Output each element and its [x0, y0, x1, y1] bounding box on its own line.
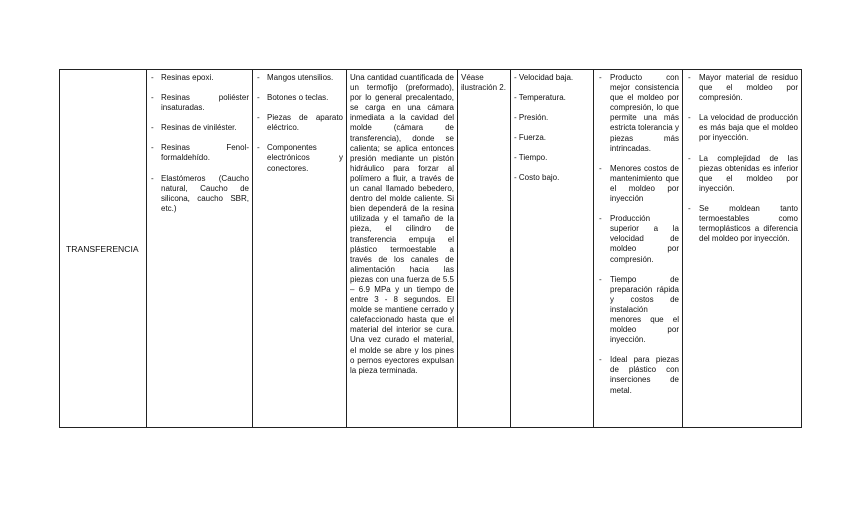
disadvantages-list [686, 73, 798, 244]
disadvantages-cell [683, 70, 802, 428]
illustration-reference: Véase ilustración 2. [461, 73, 506, 93]
list-item: - Tiempo de preparación rápida y costos de instalación menores que el moldeo por inyección. [597, 275, 679, 346]
list-item: - Resinas epoxi. [150, 73, 249, 83]
process-name: TRANSFERENCIA [66, 243, 139, 254]
list-item: - La complejidad de las piezas obtenidas es inferior que el moldeo por inyección. [686, 154, 798, 194]
parameters-list [514, 73, 590, 184]
list-item: - Mayor material de residuo que el moldeo por compresión. [686, 73, 798, 103]
list-item: - Temperatura. [514, 93, 566, 103]
list-item: - Costo bajo. [514, 173, 560, 183]
list-item: - Fuerza. [514, 133, 547, 143]
process-name-cell [60, 70, 147, 428]
list-item: - Producción superior a la velocidad de moldeo por compresión. [597, 214, 679, 264]
description-cell [347, 70, 458, 428]
list-item: - Ideal para piezas de plástico con inserciones de metal. [597, 355, 679, 395]
list-item: - La velocidad de producción es más baja que el moldeo por inyección. [686, 113, 798, 143]
list-item: - Velocidad baja. [514, 73, 574, 82]
list-item: - Mangos utensilios. [256, 73, 343, 83]
list-item: - Resinas poliéster insaturadas. [150, 93, 249, 113]
list-item: - Resinas Fenol-formaldehído. [150, 143, 249, 163]
list-item: - Tiempo. [514, 153, 548, 163]
list-item: - Se moldean tanto termoestables como termoplásticos a diferencia del moldeo por inyección. [686, 204, 798, 244]
illustration-cell [458, 70, 511, 428]
process-description: Una cantidad cuantificada de un termofijo (preformado), por lo general precalentado, se carga en una cámara inmediata a la cavidad del molde (cámara de transferencia), donde se calienta; se aplica entonces presión mediante un pistón hidráulico para forzar al polímero a fluir, a través de un canal llamado bebedero, dentro del molde caliente. Si bien dependerá de la resina utilizada y el tamaño de la pieza, el cilindro de transferencia empuja el plástico termoestable a través de los canales de alimentación hacia las piezas con una fuerza de 5.5 – 6.9 MPa y un tiempo de entre 3 - 8 segundos. El molde se mantiene cerrado y calefaccionado hasta que el material del interior se cura. Una vez curado el material, el molde se abre y los pines o pernos eyectores expulsan la pieza terminada. [350, 73, 454, 375]
parameters-cell [511, 70, 594, 428]
list-item: - Producto con mejor consistencia que el moldeo por compresión, lo que permite una más estricta tolerancia y piezas más intrincadas. [597, 73, 679, 154]
process-table [59, 69, 802, 428]
list-item: - Presión. [514, 113, 549, 123]
advantages-list [597, 73, 679, 396]
materials-cell [147, 70, 253, 428]
list-item: - Piezas de aparato eléctrico. [256, 113, 343, 133]
list-item: - Resinas de viniléster. [150, 123, 249, 133]
materials-list [150, 73, 249, 214]
table-row [60, 70, 802, 428]
applications-cell [253, 70, 347, 428]
list-item: - Botones o teclas. [256, 93, 343, 103]
applications-list [256, 73, 343, 174]
advantages-cell [594, 70, 683, 428]
list-item: - Elastómeros (Caucho natural, Caucho de silicona, caucho SBR, etc.) [150, 174, 249, 214]
list-item: - Componentes electrónicos y conectores. [256, 143, 343, 173]
list-item: - Menores costos de mantenimiento que el moldeo por inyección [597, 164, 679, 204]
